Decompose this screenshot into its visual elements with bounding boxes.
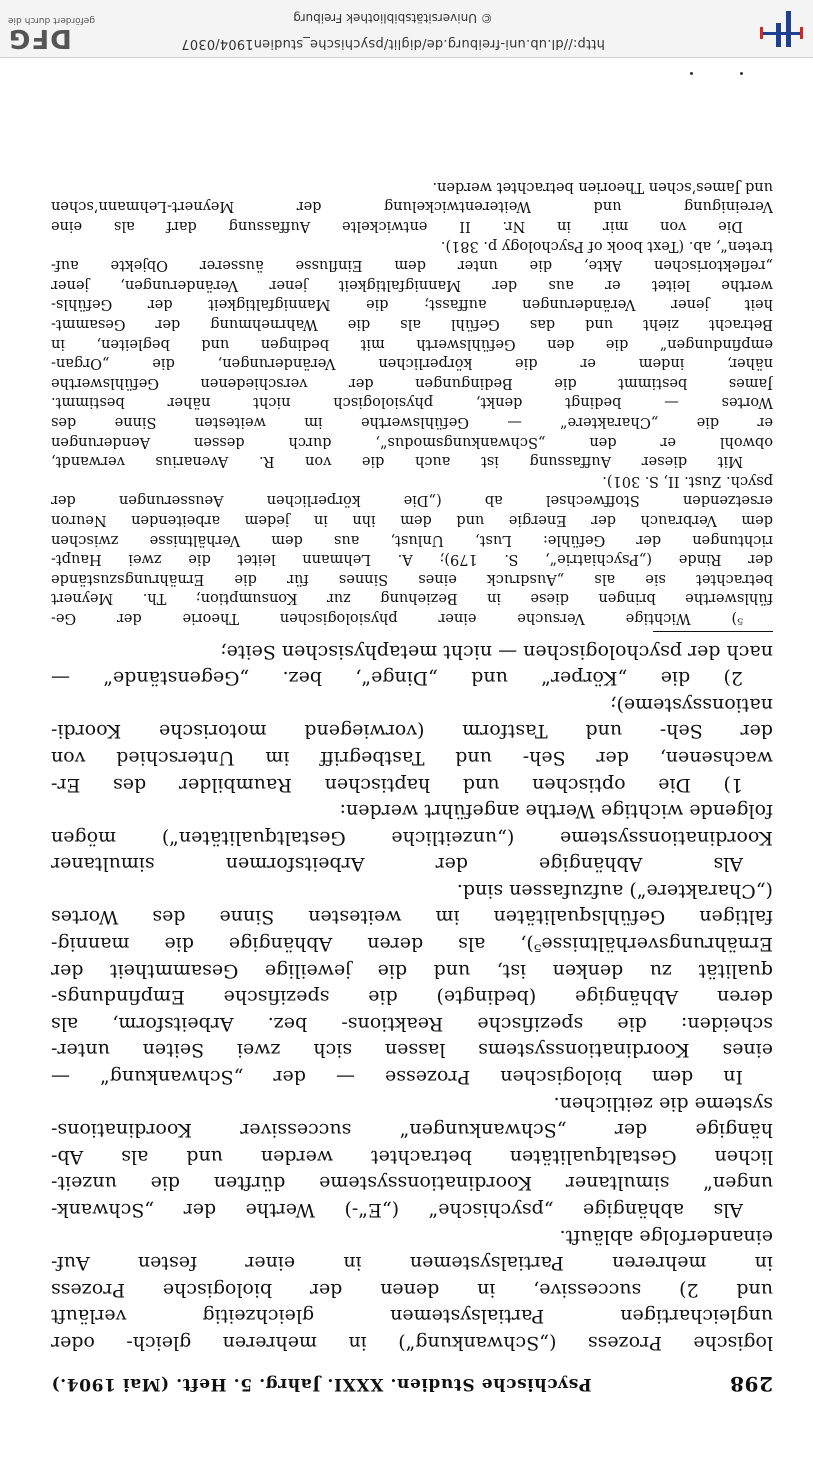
logo-accent bbox=[760, 27, 763, 39]
body-text bbox=[51, 638, 773, 1356]
text-line: Ernährungsverhältnisse⁵), als deren Abhängige die mannig- bbox=[51, 933, 773, 956]
footnote-line: treten“, ab. (Text book of Psychology p. 381). bbox=[440, 237, 773, 254]
text-line: ungen“ simultaner Koordinationssysteme dürften die unzeit- bbox=[51, 1172, 773, 1195]
text-line: wachsenen, der Seh- und Tastbegriff im Unterschied von bbox=[51, 746, 773, 769]
text-line: 1) Die optischen und haptischen Raumbilder des Er- bbox=[51, 773, 743, 796]
text-line: ungleichartigen Partialsystemen gleichzeitig verläuft bbox=[51, 1305, 773, 1328]
library-logo[interactable] bbox=[753, 9, 805, 49]
running-head-title: Psychische Studien. XXXI. Jahrg. 5. Heft. (Mai 1904.) bbox=[51, 1374, 592, 1394]
text-line: in mehreren Partialsystemen in einer festen Auf- bbox=[51, 1252, 773, 1275]
footnote-line: fühlswerthe bringen diese in Beziehung zur Konsumption; Th. Meynert bbox=[51, 590, 773, 607]
footnote-line: heit jener Veränderungen auffasst; die Mannigfaltigkeit der Gefühls- bbox=[51, 296, 773, 313]
book-page bbox=[51, 176, 773, 1398]
footnote-line: Mit dieser Auffassung ist auch die von R. Avenarius verwandt, bbox=[51, 453, 743, 470]
footnote-line: obwohl er den „Schwankungsmodus“, durch dessen Aenderungen bbox=[51, 433, 773, 450]
footnote-line: näher, indem er die körperlichen Veränderungen, die „Organ- bbox=[51, 355, 773, 372]
text-line: Als abhängige „psychische“ („E“-) Werthe der „Schwank- bbox=[51, 1199, 743, 1222]
footnote-line: der Rinde („Psychiatrie“, S. 179); A. Lehmann leitet die zwei Haupt- bbox=[51, 551, 773, 568]
footnote-line: und James’schen Theorien betrachtet werden. bbox=[432, 178, 773, 195]
text-line: der Seh- und Tastform (vorwiegend motorische Koordi- bbox=[51, 720, 773, 743]
logo-bar bbox=[760, 32, 800, 35]
footnote-line: ersetzenden Stoffwechsel ab („Die körperlichen Aeusserungen der bbox=[51, 492, 773, 509]
footnote-line: betrachtet sie als „Ausdruck eines Sinnes für die Ernährungszustände bbox=[51, 570, 773, 587]
logo-accent bbox=[800, 27, 803, 39]
footnote-line: werthe leitet er aus der Mannigfaltigkeit jener Veränderungen, jener bbox=[51, 276, 773, 293]
text-line: („Charaktere“) aufzufassen sind. bbox=[456, 879, 773, 902]
footnote-line: dem Verbrauch der Energie und dem ihn in jedem arbeitenden Neuron bbox=[51, 512, 773, 528]
running-head bbox=[51, 1370, 773, 1398]
scan-speck bbox=[740, 72, 743, 75]
footnote-line: richtungen der Gefühle: Lust, Unlust, aus dem Verhältnisse zwischen bbox=[51, 531, 773, 548]
text-line: systeme die zeitlichen. bbox=[553, 1092, 773, 1115]
text-line: nationssysteme); bbox=[610, 693, 773, 716]
text-line: faltigen Gefühlsqualitäten im weitesten Sinne des Wortes bbox=[51, 906, 773, 929]
text-line: deren Abhängige (bedingte) die spezifische Empfindungs- bbox=[51, 986, 773, 1009]
text-line: hängige der „Schwankungen“ successiver Koordinations- bbox=[51, 1119, 773, 1142]
footnote-line: psych. Zust. II, S. 301). bbox=[602, 472, 773, 489]
text-line: nach der psychologischen — nicht metaphysischen Seite; bbox=[220, 640, 773, 663]
text-line: Koordinationssysteme („unzeitliche Gestaltqualitäten“) mögen bbox=[51, 826, 773, 849]
footnote-line: „reflektorischen Akte, die unter dem Einflusse äusserer Objekte auf- bbox=[51, 257, 773, 274]
text-line: Als Abhängige der Arbeitsformen simultaner bbox=[51, 853, 743, 876]
footnote-line: er die „Charaktere“ — Gefühlswerthe im weitesten Sinne des bbox=[51, 414, 773, 431]
footnote-line: Wortes — bedingt denkt, physiologisch nicht näher bestimmt. bbox=[51, 394, 773, 411]
footnote-line: ⁵) Wichtige Versuche einer physiologischen Theorie der Ge- bbox=[51, 609, 743, 626]
text-line: lichen Gestaltqualitäten betrachtet werden und als Ab- bbox=[51, 1145, 773, 1168]
text-line: 2) die „Körper“ und „Dinge“, bez. „Gegenstände“ — bbox=[51, 667, 743, 690]
text-line: logische Prozess („Schwankung“) in mehreren gleich- oder bbox=[51, 1332, 773, 1354]
logo-bar bbox=[786, 11, 791, 47]
scan-speck bbox=[690, 72, 693, 75]
dfg-funder-logo bbox=[8, 7, 98, 51]
copyright-notice: © Universitätsbibliothek Freiburg bbox=[293, 11, 493, 25]
footnote bbox=[51, 176, 773, 627]
text-line: In dem biologischen Prozesse — der „Schwankung“ — bbox=[51, 1066, 743, 1089]
source-url[interactable]: http://dl.ub.uni-freiburg.de/diglit/psychische_studien1904/0307 bbox=[181, 36, 605, 51]
footnote-line: Vereinigung und Weiterentwickelung der Meynert-Lehmann’schen bbox=[51, 198, 773, 215]
page-number: 298 bbox=[729, 1372, 773, 1396]
text-line: folgende wichtige Werthe angeführt werden: bbox=[339, 800, 773, 823]
text-line: qualität zu denken ist, und die jeweilige Gesammtheit der bbox=[51, 959, 773, 982]
viewer-footer bbox=[0, 0, 813, 58]
footnote-line: Betracht zieht und das Gefühl als die Wahrnehmung der Gesammt- bbox=[51, 316, 773, 333]
footnote-rule bbox=[653, 631, 773, 632]
text-line: scheiden: die spezifische Reaktions- bez. Arbeitsform, als bbox=[51, 1012, 773, 1035]
text-line: und 2) successive, in denen der biologische Prozess bbox=[51, 1278, 773, 1301]
footnote-line: empfindungen“ die den Gefühlswerth mit bedingen und begleiten, in bbox=[51, 335, 773, 352]
text-line: einanderfolge abläuft. bbox=[559, 1225, 773, 1248]
footnote-line: James bestimmt die Bedingungen der verschiedenen Gefühlswerthe bbox=[51, 374, 773, 391]
dfg-mark: DFG bbox=[8, 23, 72, 53]
logo-bar bbox=[776, 23, 781, 47]
text-line: eines Koordinationssystems lassen sich zwei Seiten unter- bbox=[51, 1039, 773, 1062]
dfg-note: gefördert durch die bbox=[8, 15, 95, 25]
footnote-line: Die von mir in Nr. II entwickelte Auffassung darf als eine bbox=[51, 218, 743, 235]
